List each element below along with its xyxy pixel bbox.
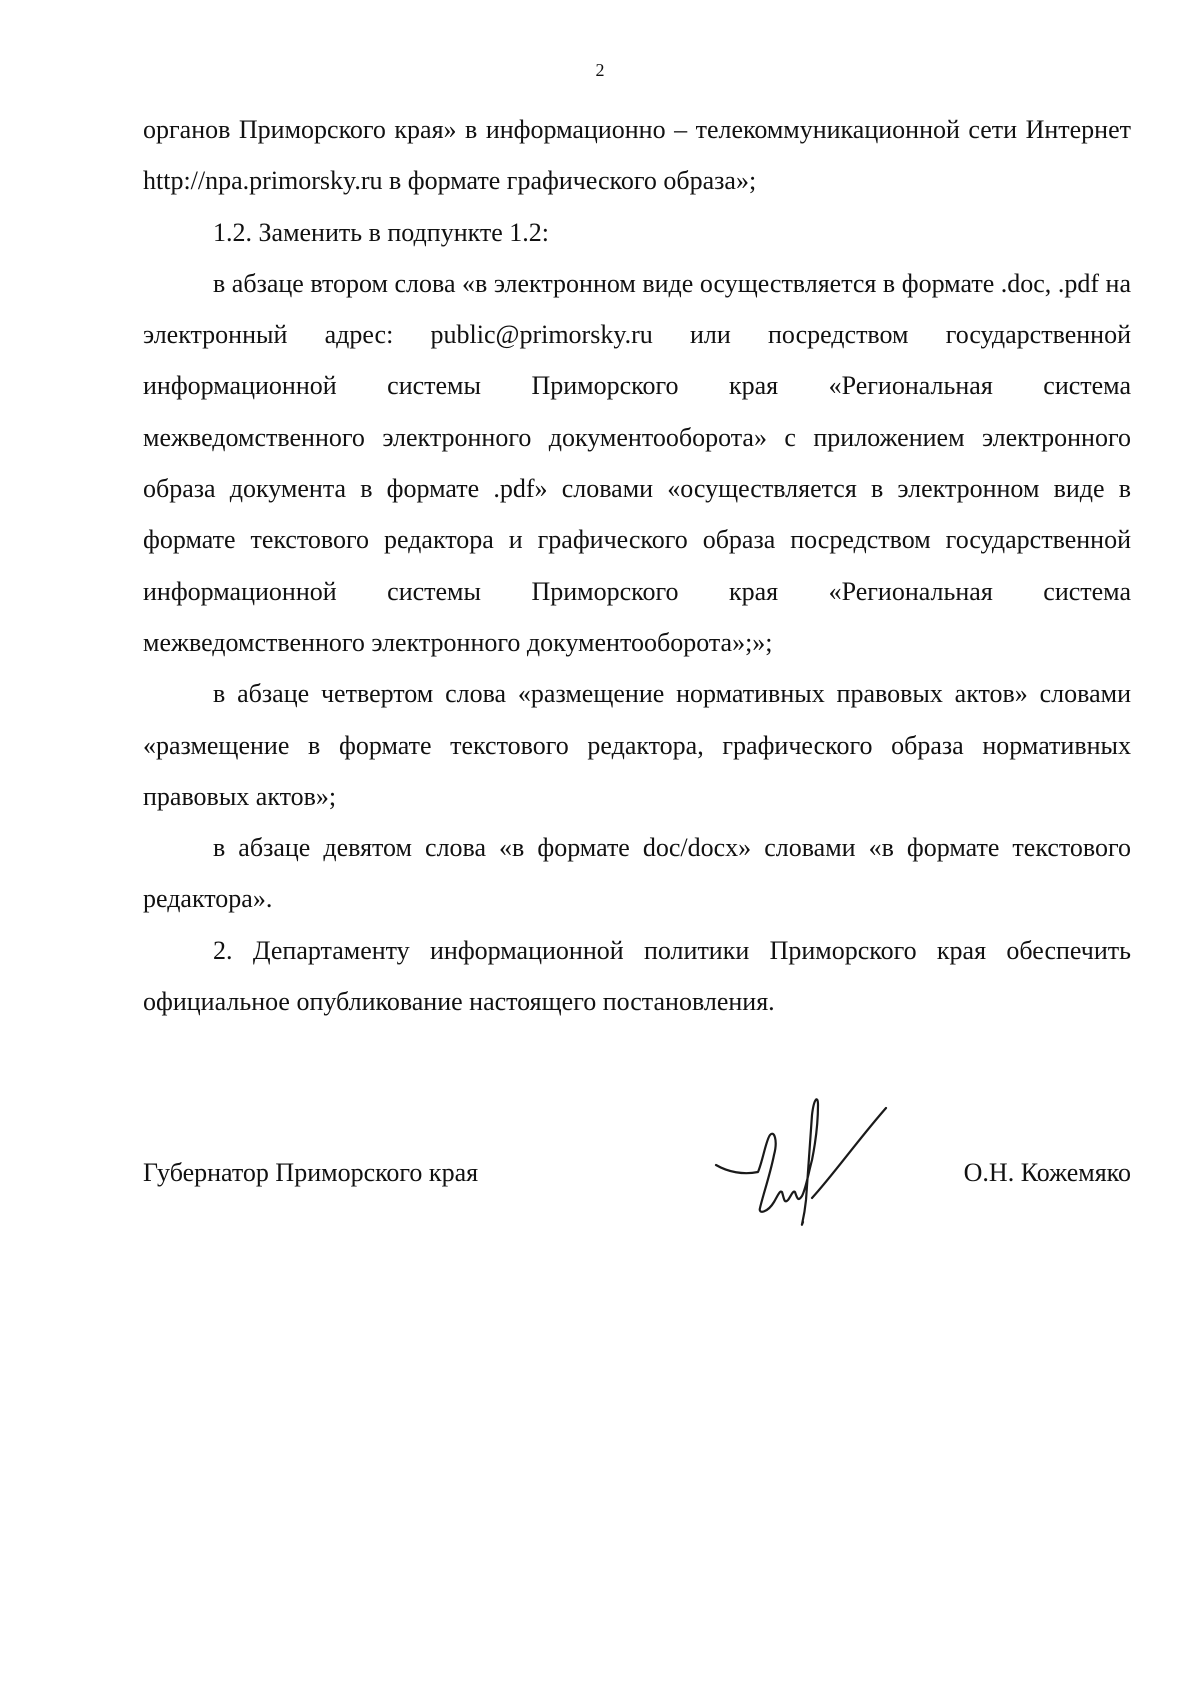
page-number: 2 bbox=[595, 60, 605, 80]
signature-block bbox=[143, 1080, 1131, 1240]
paragraph-item-1-2: 1.2. Заменить в подпункте 1.2: bbox=[213, 217, 550, 247]
paragraph-item-2: 2. Департаменту информационной политики Приморского края обеспечить официальное опубликование настоящего постановления. bbox=[143, 935, 1131, 1017]
signatory-name: О.Н. Кожемяко bbox=[963, 1158, 1131, 1187]
paragraph-abzac-4: в абзаце четвертом слова «размещение нормативных правовых актов» словами «размещение в формате текстового редактора, графического образа нормативных правовых актов»; bbox=[143, 679, 1131, 811]
document-body bbox=[143, 104, 1131, 1027]
signatory-position: Губернатор Приморского края bbox=[143, 1158, 479, 1187]
paragraph-continuation: органов Приморского края» в информационно – телекоммуникационной сети Интернет http://npa.primorsky.ru в формате графического образа»; bbox=[143, 115, 1131, 196]
paragraph-abzac-2: в абзаце втором слова «в электронном виде осуществляется в формате .doc, .pdf на электронный адрес: public@primorsky.ru или посредством государственной информационной системы Приморского края «Региональная система межведомственного электронного документооборота» с приложением электронного образа документа в формате .pdf» словами «осуществляется в электронном виде в формате текстового редактора и графического образа посредством государственной информационной системы Приморского края «Региональная система межведомственного электронного документооборота»;»; bbox=[143, 268, 1131, 657]
handwritten-signature-icon bbox=[708, 1080, 908, 1240]
paragraph-abzac-9: в абзаце девятом слова «в формате doc/docx» словами «в формате текстового редактора». bbox=[143, 833, 1131, 914]
